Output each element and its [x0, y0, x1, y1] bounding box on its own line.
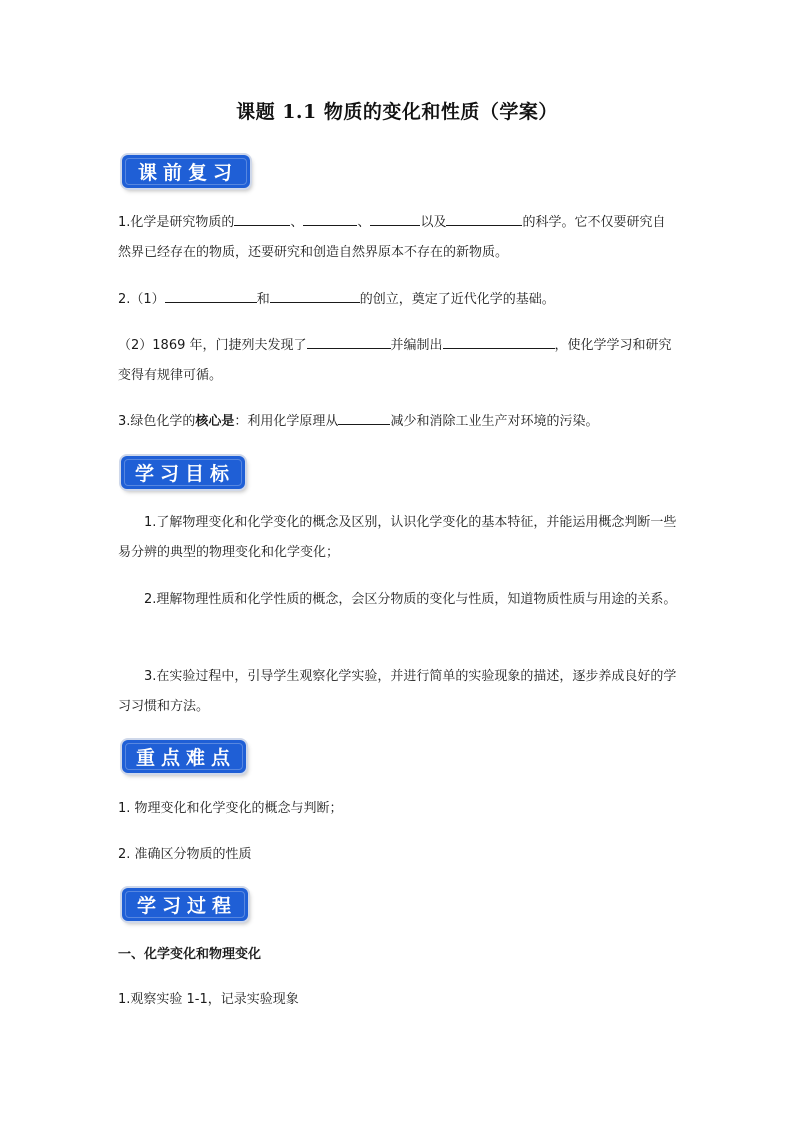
- review-question-2-part-2: （2）1869 年，门捷列夫发现了 并编制出 ，使化学学习和研究变得有规律可循。: [118, 331, 678, 391]
- section-badge-label: 学习过程: [136, 895, 237, 917]
- section-badge-label: 重点难点: [135, 747, 236, 769]
- section-badge-label: 学习目标: [134, 463, 235, 485]
- answer-blank[interactable]: [338, 409, 390, 425]
- answer-blank[interactable]: [165, 287, 257, 303]
- review-question-3: 3.绿色化学的核心是：利用化学原理从 减少和消除工业生产对环境的污染。: [118, 407, 678, 437]
- key-point-item: 1. 物理变化和化学变化的概念与判断；: [118, 801, 343, 816]
- process-item: 1.观察实验 1-1，记录实验现象: [118, 992, 299, 1007]
- review-question-1: 1.化学是研究物质的 、 、 以及 的科学。它不仅要研究自然界已经存在的物质，还要研究和创造自然界原本不存在的新物质。: [118, 208, 678, 268]
- process-heading: 一、化学变化和物理变化: [118, 947, 262, 962]
- answer-blank[interactable]: [307, 333, 391, 349]
- answer-blank[interactable]: [234, 210, 290, 226]
- answer-blank[interactable]: [446, 210, 522, 226]
- key-point-item: 2. 准确区分物质的性质: [118, 847, 252, 862]
- section-badge-goals: [121, 456, 245, 489]
- section-badge-pre-review: [122, 155, 250, 188]
- section-badge-label: 课前复习: [137, 162, 238, 184]
- goal-item: 3.在实验过程中，引导学生观察化学实验，并进行简单的实验现象的描述，逐步养成良好的学习习惯和方法。: [118, 669, 677, 714]
- goal-item: 2.理解物理性质和化学性质的概念，会区分物质的变化与性质，知道物质性质与用途的关系。: [144, 592, 677, 607]
- answer-blank[interactable]: [370, 210, 420, 226]
- page-title: 课题 1.1 物质的变化和性质（学案）: [236, 101, 558, 123]
- section-badge-process: [122, 888, 248, 921]
- goal-item: 1.了解物理变化和化学变化的概念及区别，认识化学变化的基本特征，并能运用概念判断一些易分辨的典型的物理变化和化学变化；: [118, 515, 677, 560]
- answer-blank[interactable]: [270, 287, 360, 303]
- review-question-2: 2.（1） 和 的创立，奠定了近代化学的基础。: [118, 285, 678, 315]
- section-badge-key-points: [122, 740, 246, 773]
- answer-blank[interactable]: [443, 333, 555, 349]
- answer-blank[interactable]: [303, 210, 357, 226]
